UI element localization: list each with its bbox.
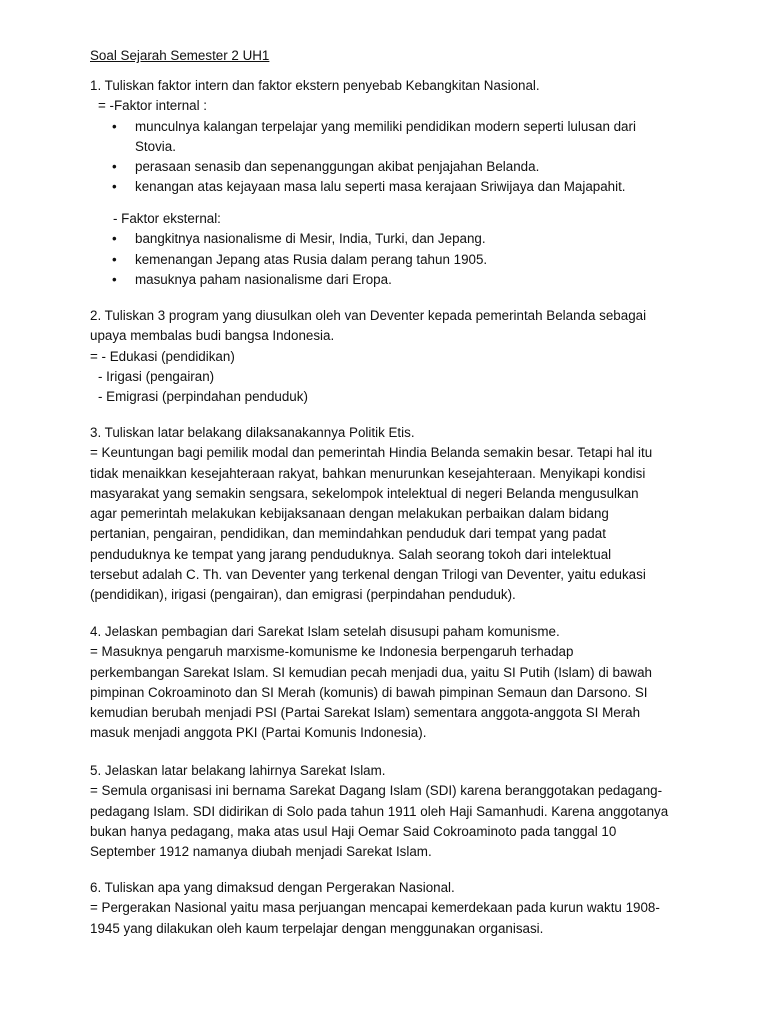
answer-line: = Pergerakan Nasional yaitu masa perjuangan mencapai kemerdekaan pada kurun waktu 1908- — [90, 900, 660, 916]
list-item: • kemenangan Jepang atas Rusia dalam perang tahun 1905. — [90, 250, 690, 270]
question-3 — [90, 423, 690, 606]
answer-line: perkembangan Sarekat Islam. SI kemudian pecah menjadi dua, yaitu SI Putih (Islam) di bawah — [90, 664, 652, 680]
bullet-icon: • — [112, 231, 117, 247]
question-2 — [90, 306, 690, 407]
answer-line: = - Edukasi (pendidikan) — [90, 348, 235, 364]
answer-line: 1945 yang dilakukan oleh kaum terpelajar dengan menggunakan organisasi. — [90, 920, 544, 936]
question-6 — [90, 878, 690, 939]
answer-line: = Semula organisasi ini bernama Sarekat Dagang Islam (SDI) karena beranggotakan pedagang- — [90, 783, 663, 799]
external-factor-label: - Faktor eksternal: — [113, 211, 221, 226]
question-2-text: 2. Tuliskan 3 program yang diusulkan oleh van Deventer kepada pemerintah Belanda sebagai — [90, 308, 647, 323]
answer-line: pedagang Islam. SDI didirikan di Solo pada tahun 1911 oleh Haji Samanhudi. Karena anggotanya — [90, 803, 669, 819]
answer-line: bukan hanya pedagang, maka atas usul Haji Oemar Said Cokroaminoto pada tanggal 10 — [90, 823, 617, 839]
answer-line: masuk menjadi anggota PKI (Partai Komunis Indonesia). — [90, 725, 427, 741]
question-3-text: 3. Tuliskan latar belakang dilaksanakannya Politik Etis. — [90, 425, 415, 440]
internal-factor-label: = -Faktor internal : — [98, 98, 208, 114]
answer-line: tersebut adalah C. Th. van Deventer yang terkenal dengan Trilogi van Deventer, yaitu edukasi — [90, 567, 646, 583]
list-item: • perasaan senasib dan sepenanggungan akibat penjajahan Belanda. — [90, 157, 690, 177]
bullet-icon: • — [112, 159, 117, 175]
answer-line: penduduknya ke tempat yang jarang penduduknya. Salah seorang tokoh dari intelektual — [90, 546, 612, 562]
question-4-text: 4. Jelaskan pembagian dari Sarekat Islam setelah disusupi paham komunisme. — [90, 624, 560, 639]
question-4 — [90, 622, 690, 744]
list-item-continuation: Stovia. — [135, 138, 176, 154]
answer-line: tidak menaikkan kesejahteraan rakyat, bahkan menurunkan kesejahteraan. Menyikapi kondisi — [90, 465, 646, 481]
external-factors — [90, 209, 690, 290]
answer-line: kemudian berubah menjadi PSI (Partai Sarekat Islam) sementara anggota-anggota SI Merah — [90, 705, 641, 721]
bullet-icon: • — [112, 118, 117, 134]
list-item: • munculnya kalangan terpelajar yang memiliki pendidikan modern seperti lulusan dari — [90, 117, 690, 137]
question-2-text: upaya membalas budi bangsa Indonesia. — [90, 328, 335, 344]
bullet-icon: • — [112, 251, 117, 267]
list-item: • kenangan atas kejayaan masa lalu seperti masa kerajaan Sriwijaya dan Majapahit. — [90, 177, 690, 197]
document-title: Soal Sejarah Semester 2 UH1 — [90, 48, 270, 63]
answer-line: agar pemerintah melakukan kebijaksanaan dengan melakukan perbaikan dalam bidang — [90, 506, 609, 522]
question-5-text: 5. Jelaskan latar belakang lahirnya Sarekat Islam. — [90, 763, 386, 778]
answer-line: = Keuntungan bagi pemilik modal dan pemerintah Hindia Belanda semakin besar. Tetapi hal itu — [90, 445, 653, 461]
answer-line: masyarakat yang semakin sengsara, sekelompok intelektual di negeri Belanda mengusulkan — [90, 485, 639, 501]
question-6-text: 6. Tuliskan apa yang dimaksud dengan Pergerakan Nasional. — [90, 880, 455, 895]
answer-line: September 1912 namanya diubah menjadi Sarekat Islam. — [90, 844, 432, 860]
question-5 — [90, 761, 690, 862]
answer-line: (pendidikan), irigasi (pengairan), dan emigrasi (perpindahan penduduk). — [90, 587, 516, 603]
list-item: • bangkitnya nasionalisme di Mesir, India, Turki, dan Jepang. — [90, 229, 690, 249]
answer-line: pertanian, pengairan, pendidikan, dan memindahkan penduduk dari tempat yang padat — [90, 526, 606, 542]
bullet-icon: • — [112, 179, 117, 195]
question-1 — [90, 76, 690, 198]
answer-line: - Emigrasi (perpindahan penduduk) — [98, 389, 308, 405]
question-1-text: 1. Tuliskan faktor intern dan faktor ekstern penyebab Kebangkitan Nasional. — [90, 78, 540, 93]
answer-line: - Irigasi (pengairan) — [98, 368, 215, 384]
bullet-icon: • — [112, 271, 117, 287]
list-item: • masuknya paham nasionalisme dari Eropa. — [90, 270, 690, 290]
answer-line: = Masuknya pengaruh marxisme-komunisme ke Indonesia berpengaruh terhadap — [90, 644, 574, 660]
answer-line: pimpinan Cokroaminoto dan SI Merah (komunis) di bawah pimpinan Semaun dan Darsono. SI — [90, 684, 648, 700]
